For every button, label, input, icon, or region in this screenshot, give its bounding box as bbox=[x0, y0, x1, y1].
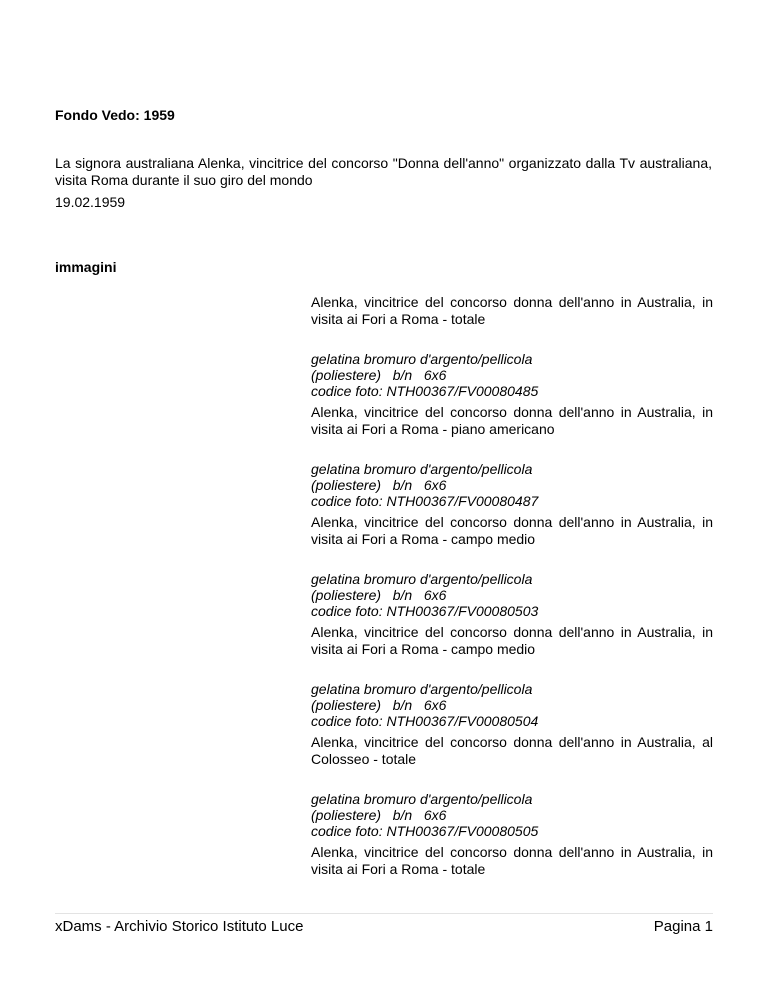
image-material: gelatina bromuro d'argento/pellicola bbox=[311, 681, 533, 697]
image-metadata bbox=[311, 461, 713, 509]
image-code: codice foto: NTH00367/FV00080504 bbox=[311, 713, 539, 729]
image-metadata bbox=[311, 681, 713, 729]
image-material: gelatina bromuro d'argento/pellicola bbox=[311, 461, 533, 477]
image-details: (poliestere) b/n 6x6 bbox=[311, 807, 447, 823]
image-material: gelatina bromuro d'argento/pellicola bbox=[311, 351, 533, 367]
image-caption: Alenka, vincitrice del concorso donna dell'anno in Australia, in visita ai Fori a Roma - campo medio bbox=[311, 514, 713, 547]
image-caption: Alenka, vincitrice del concorso donna dell'anno in Australia, in visita ai Fori a Roma - totale bbox=[311, 294, 713, 327]
footer-divider bbox=[55, 913, 713, 914]
document-date: 19.02.1959 bbox=[55, 194, 126, 210]
image-material: gelatina bromuro d'argento/pellicola bbox=[311, 791, 533, 807]
image-details: (poliestere) b/n 6x6 bbox=[311, 587, 447, 603]
image-details: (poliestere) b/n 6x6 bbox=[311, 697, 447, 713]
section-heading-images: immagini bbox=[55, 259, 117, 275]
image-code: codice foto: NTH00367/FV00080505 bbox=[311, 823, 539, 839]
image-entry bbox=[311, 514, 713, 624]
image-entry bbox=[311, 844, 713, 954]
image-list bbox=[311, 294, 713, 954]
image-caption: Alenka, vincitrice del concorso donna dell'anno in Australia, in visita ai Fori a Roma - totale bbox=[311, 844, 713, 877]
image-material: gelatina bromuro d'argento/pellicola bbox=[311, 571, 533, 587]
image-metadata bbox=[311, 571, 713, 619]
image-metadata bbox=[311, 351, 713, 399]
image-caption: Alenka, vincitrice del concorso donna dell'anno in Australia, in visita ai Fori a Roma - piano americano bbox=[311, 404, 713, 437]
image-entry bbox=[311, 624, 713, 734]
image-code: codice foto: NTH00367/FV00080503 bbox=[311, 603, 539, 619]
image-caption: Alenka, vincitrice del concorso donna dell'anno in Australia, in visita ai Fori a Roma - campo medio bbox=[311, 624, 713, 657]
footer-page-number: Pagina 1 bbox=[653, 918, 713, 935]
image-details: (poliestere) b/n 6x6 bbox=[311, 367, 447, 383]
image-code: codice foto: NTH00367/FV00080485 bbox=[311, 383, 539, 399]
image-details: (poliestere) b/n 6x6 bbox=[311, 477, 447, 493]
document-description: La signora australiana Alenka, vincitrice del concorso "Donna dell'anno" organizzato dalla Tv australiana, visita Roma durante il suo giro del mondo bbox=[55, 155, 712, 188]
image-entry bbox=[311, 404, 713, 514]
image-metadata bbox=[311, 791, 713, 839]
image-entry bbox=[311, 294, 713, 404]
image-code: codice foto: NTH00367/FV00080487 bbox=[311, 493, 539, 509]
document-title: Fondo Vedo: 1959 bbox=[55, 107, 175, 123]
image-entry bbox=[311, 734, 713, 844]
image-caption: Alenka, vincitrice del concorso donna dell'anno in Australia, al Colosseo - totale bbox=[311, 734, 713, 767]
footer-archive-name: xDams - Archivio Storico Istituto Luce bbox=[55, 918, 304, 935]
